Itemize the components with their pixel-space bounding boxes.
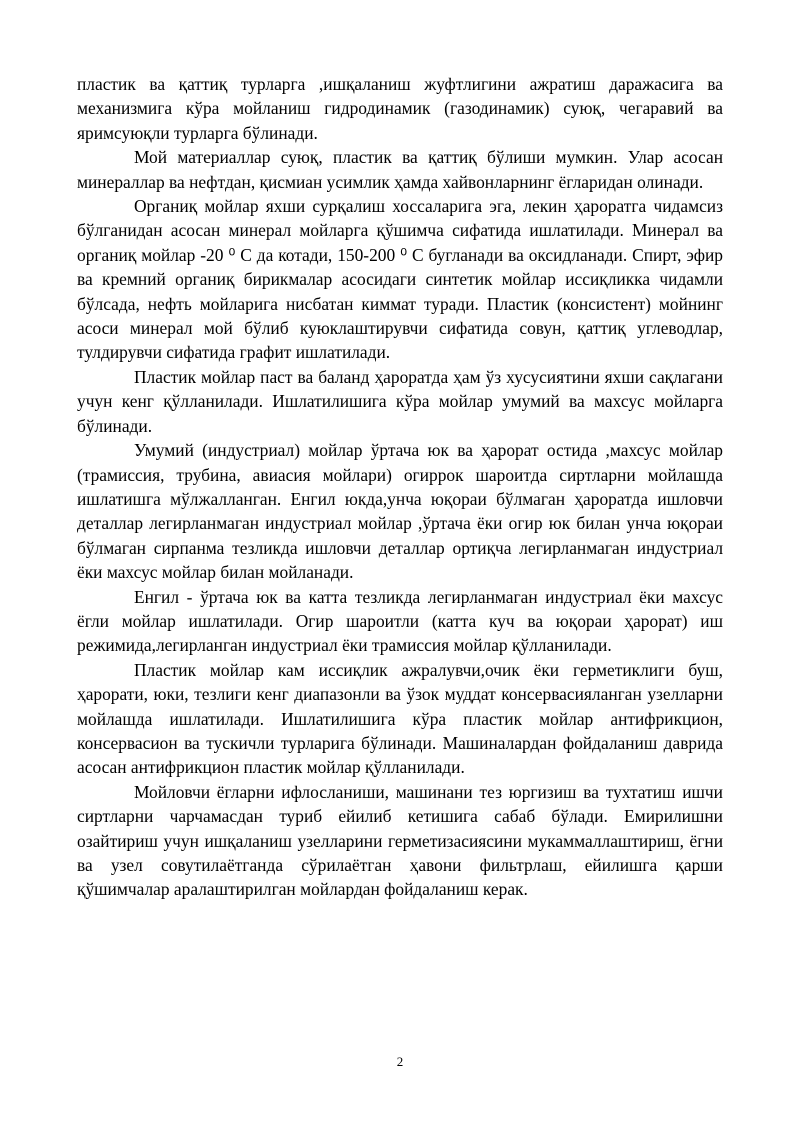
paragraph-4: Пластик мойлар паст ва баланд ҳароратда ҳам ўз хусусиятини яхши сақлагани учун кенг қўлланилади. Ишлатилишига кўра мойлар умумий ва махсус мойларга бўлинади.	[77, 366, 723, 436]
paragraph-6: Енгил - ўртача юк ва катта тезликда легирланмаган индустриал ёки махсус ёгли мойлар ишлатилади. Огир шароитли (катта куч ва юқораи ҳарорат) иш режимида,легирланган индустриал ёки трамиссия мойлар қўлланилади.	[77, 586, 723, 656]
paragraph-2: Мой материаллар суюқ, пластик ва қаттиқ бўлиши мумкин. Улар асосан минераллар ва нефтдан, қисмиан усимлик ҳамда хайвонларнинг ёгларидан олинади.	[77, 147, 723, 192]
document-page	[77, 72, 723, 902]
paragraph-5: Умумий (индустриал) мойлар ўртача юк ва ҳарорат остида ,махсус мойлар (трамиссия, трубина, авиасия мойлари) огиррок шароитда сиртларни мойлашда ишлатишга мўлжалланган. Енгил юкда,унча юқораи бўлмаган ҳароратда ишловчи деталлар легирланмаган индустриал мойлар ,ўртача ёки огир юк билан унча юқораи бўлмаган сирпанма тезликда ишловчи деталлар ортиқча легирланмаган индустриал ёки махсус мойлар билан мойланади.	[77, 440, 723, 583]
paragraph-3: Органиқ мойлар яхши сурқалиш хоссаларига эга, лекин ҳароратга чидамсиз бўлганидан асосан минерал мойларга қўшимча сифатида ишлатилади. Минерал ва органиқ мойлар -20 ⁰ С да котади, 150-200 ⁰ С бугланади ва оксидланади. Спирт, эфир ва кремний органиқ бирикмалар асосидаги синтетик мойлар иссиқликка чидамли бўлсада, нефть мойларига нисбатан киммат туради. Пластик (консистент) мойнинг асоси минерал мой бўлиб куюклаштирувчи сифатида совун, қаттиқ углеводлар, тулдирувчи сифатида графит ишлатилади.	[77, 196, 723, 363]
page-number: 2	[396, 1054, 404, 1069]
paragraph-7: Пластик мойлар кам иссиқлик ажралувчи,очик ёки герметиклиги буш, ҳарорати, юки, тезлиги кенг диапазонли ва ўзок муддат консервасияланган узелларни мойлашда ишлатилади. Ишлатилишига кўра пластик мойлар антифрикцион, консервасион ва тускичли турларига бўлинади. Машиналардан фойдаланиш даврида асосан антифрикцион пластик мойлар қўлланилади.	[77, 659, 723, 778]
paragraph-1: пластик ва қаттиқ турларга ,ишқаланиш жуфтлигини ажратиш даражасига ва механизмига кўра мойланиш гидродинамик (газодинамик) суюқ, чегаравий ва яримсуюқли турларга бўлинади.	[77, 74, 723, 143]
paragraph-8: Мойловчи ёгларни ифлосланиши, машинани тез юргизиш ва тухтатиш ишчи сиртларни чарчамасдан туриб ейилиб кетишига сабаб бўлади. Емирилишни озайтириш учун ишқаланиш узелларини герметизасиясини мукаммаллаштириш, ёгни ва узел совутилаётганда сўрилаётган ҳавони фильтрлаш, ейилишга қарши қўшимчалар аралаштирилган мойлардан фойдаланиш керак.	[77, 781, 723, 900]
